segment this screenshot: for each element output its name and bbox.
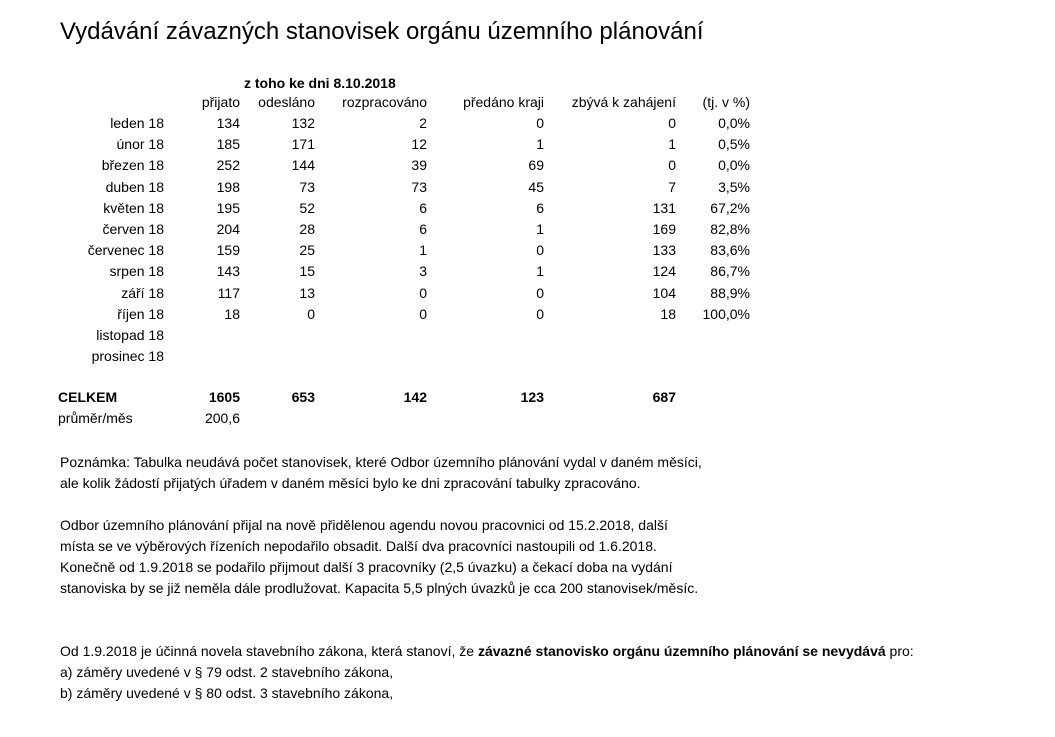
cell-prijato: 117 bbox=[217, 284, 240, 301]
amendment-paragraph bbox=[60, 641, 914, 704]
cell-procenta: 0,5% bbox=[718, 136, 750, 153]
cell-predano: 1 bbox=[536, 136, 544, 153]
group-header-row bbox=[0, 73, 1055, 94]
cell-prijato: 204 bbox=[216, 221, 240, 237]
amendment-text-end: pro: bbox=[885, 643, 914, 659]
total-zbyva: 687 bbox=[652, 389, 676, 405]
cell-month: leden 18 bbox=[110, 115, 164, 131]
header-zbyva: zbývá k zahájení bbox=[571, 94, 676, 110]
cell-zbyva: 124 bbox=[652, 263, 676, 280]
staffing-line: stanoviska by se již neměla dále prodlužovat. Kapacita 5,5 plných úvazků je cca 200 stanovisek/měsíc. bbox=[60, 580, 699, 596]
average-value: 200,6 bbox=[204, 410, 240, 426]
total-rozpracovano: 142 bbox=[403, 389, 427, 405]
page-title: Vydávání závazných stanovisek orgánu územního plánování bbox=[60, 18, 704, 45]
amendment-text: Od 1.9.2018 je účinná novela stavebního zákona, která stanoví, že bbox=[60, 643, 478, 659]
table-row bbox=[0, 177, 1055, 198]
total-predano: 123 bbox=[520, 389, 544, 405]
header-procenta: (tj. v %) bbox=[702, 94, 750, 110]
table-row bbox=[0, 304, 1055, 325]
cell-predano: 0 bbox=[536, 284, 544, 301]
cell-predano: 1 bbox=[536, 221, 544, 237]
cell-prijato: 198 bbox=[216, 178, 240, 195]
cell-rozpracovano: 0 bbox=[419, 284, 427, 301]
cell-rozpracovano: 12 bbox=[411, 136, 427, 153]
cell-month: květen 18 bbox=[103, 199, 164, 216]
cell-zbyva: 1 bbox=[668, 136, 676, 153]
cell-month: listopad 18 bbox=[96, 327, 164, 343]
average-label: průměr/měs bbox=[58, 410, 133, 426]
cell-odeslano: 28 bbox=[299, 221, 315, 237]
staffing-line: místa se ve výběrových řízeních nepodařilo obsadit. Další dva pracovníci nastoupili od 1.6.2018. bbox=[60, 538, 657, 554]
header-prijato: přijato bbox=[201, 94, 240, 110]
cell-odeslano: 25 bbox=[299, 242, 315, 259]
cell-procenta: 86,7% bbox=[710, 263, 750, 280]
cell-zbyva: 169 bbox=[652, 221, 676, 237]
cell-zbyva: 0 bbox=[668, 115, 676, 131]
cell-prijato: 252 bbox=[216, 157, 240, 174]
cell-prijato: 159 bbox=[216, 242, 240, 259]
table-row bbox=[0, 325, 1055, 346]
header-row bbox=[0, 92, 1055, 113]
table-row bbox=[0, 113, 1055, 134]
cell-prijato: 143 bbox=[216, 263, 240, 280]
cell-month: duben 18 bbox=[105, 178, 164, 195]
cell-prijato: 185 bbox=[216, 136, 240, 153]
cell-month: prosinec 18 bbox=[91, 348, 164, 365]
cell-zbyva: 7 bbox=[668, 178, 676, 195]
cell-odeslano: 13 bbox=[299, 284, 315, 301]
cell-predano: 1 bbox=[536, 263, 544, 280]
cell-predano: 0 bbox=[536, 115, 544, 131]
table-row bbox=[0, 219, 1055, 240]
cell-month: srpen 18 bbox=[109, 263, 164, 280]
cell-odeslano: 144 bbox=[291, 157, 315, 174]
cell-predano: 0 bbox=[536, 305, 544, 322]
cell-month: červen 18 bbox=[102, 221, 164, 237]
cell-odeslano: 73 bbox=[299, 178, 315, 195]
cell-rozpracovano: 73 bbox=[411, 178, 427, 195]
cell-predano: 0 bbox=[536, 242, 544, 259]
cell-odeslano: 52 bbox=[299, 199, 315, 216]
table-row bbox=[0, 283, 1055, 304]
cell-procenta: 88,9% bbox=[710, 284, 750, 301]
header-rozpracovano: rozpracováno bbox=[342, 94, 427, 110]
cell-month: září 18 bbox=[121, 284, 164, 301]
table-row bbox=[0, 240, 1055, 261]
cell-procenta: 83,6% bbox=[710, 242, 750, 259]
cell-procenta: 82,8% bbox=[710, 221, 750, 237]
cell-month: únor 18 bbox=[116, 136, 164, 153]
cell-rozpracovano: 1 bbox=[419, 242, 427, 259]
cell-zbyva: 133 bbox=[652, 242, 676, 259]
note-line: ale kolik žádostí přijatých úřadem v daném měsíci bylo ke dni zpracování tabulky zpracováno. bbox=[60, 475, 641, 491]
table-row bbox=[0, 198, 1055, 219]
cell-odeslano: 171 bbox=[291, 136, 315, 153]
amendment-emphasis: závazné stanovisko orgánu územního plánování se nevydává bbox=[477, 643, 886, 659]
table-row bbox=[0, 134, 1055, 155]
cell-zbyva: 104 bbox=[652, 284, 676, 301]
cell-zbyva: 0 bbox=[668, 157, 676, 174]
header-odeslano: odesláno bbox=[258, 94, 315, 110]
cell-procenta: 0,0% bbox=[718, 115, 750, 131]
header-predano-kraji: předáno kraji bbox=[463, 94, 544, 110]
amendment-line bbox=[60, 641, 914, 662]
total-row bbox=[0, 387, 1055, 408]
cell-month: červenec 18 bbox=[87, 242, 164, 259]
cell-zbyva: 131 bbox=[652, 199, 676, 216]
staffing-paragraph bbox=[60, 515, 698, 599]
cell-zbyva: 18 bbox=[660, 305, 676, 322]
cell-rozpracovano: 6 bbox=[419, 199, 427, 216]
cell-prijato: 134 bbox=[216, 115, 240, 131]
table-row bbox=[0, 346, 1055, 367]
table-row bbox=[0, 261, 1055, 282]
total-label: CELKEM bbox=[58, 389, 118, 405]
cell-rozpracovano: 6 bbox=[419, 221, 427, 237]
cell-rozpracovano: 3 bbox=[419, 263, 427, 280]
cell-month: říjen 18 bbox=[117, 305, 164, 322]
staffing-line: Konečně od 1.9.2018 se podařilo přijmout další 3 pracovníky (2,5 úvazku) a čekací doba na vydání bbox=[60, 559, 673, 575]
cell-procenta: 0,0% bbox=[718, 157, 750, 174]
amendment-item-a: a) záměry uvedené v § 79 odst. 2 stavebního zákona, bbox=[60, 664, 394, 680]
amendment-item-b: b) záměry uvedené v § 80 odst. 3 stavebního zákona, bbox=[60, 685, 394, 701]
note-paragraph bbox=[60, 452, 702, 494]
total-odeslano: 653 bbox=[291, 389, 315, 405]
table-row bbox=[0, 155, 1055, 176]
average-row bbox=[0, 408, 1055, 429]
cell-prijato: 195 bbox=[216, 199, 240, 216]
staffing-line: Odbor územního plánování přijal na nově přidělenou agendu novou pracovnici od 15.2.2018, další bbox=[60, 517, 668, 533]
cell-predano: 45 bbox=[528, 178, 544, 195]
cell-prijato: 18 bbox=[224, 305, 240, 322]
cell-rozpracovano: 2 bbox=[419, 115, 427, 131]
total-prijato: 1605 bbox=[208, 389, 240, 405]
cell-rozpracovano: 39 bbox=[411, 157, 427, 174]
group-header: z toho ke dni 8.10.2018 bbox=[244, 75, 396, 91]
cell-odeslano: 15 bbox=[299, 263, 315, 280]
note-line: Poznámka: Tabulka neudává počet stanovisek, které Odbor územního plánování vydal v daném měsíci, bbox=[60, 454, 702, 470]
cell-procenta: 100,0% bbox=[702, 305, 750, 322]
cell-odeslano: 0 bbox=[307, 305, 315, 322]
cell-odeslano: 132 bbox=[291, 115, 315, 131]
cell-rozpracovano: 0 bbox=[419, 305, 427, 322]
cell-predano: 6 bbox=[536, 199, 544, 216]
cell-procenta: 67,2% bbox=[710, 199, 750, 216]
cell-month: březen 18 bbox=[101, 157, 164, 174]
cell-predano: 69 bbox=[528, 157, 544, 174]
cell-procenta: 3,5% bbox=[718, 178, 750, 195]
